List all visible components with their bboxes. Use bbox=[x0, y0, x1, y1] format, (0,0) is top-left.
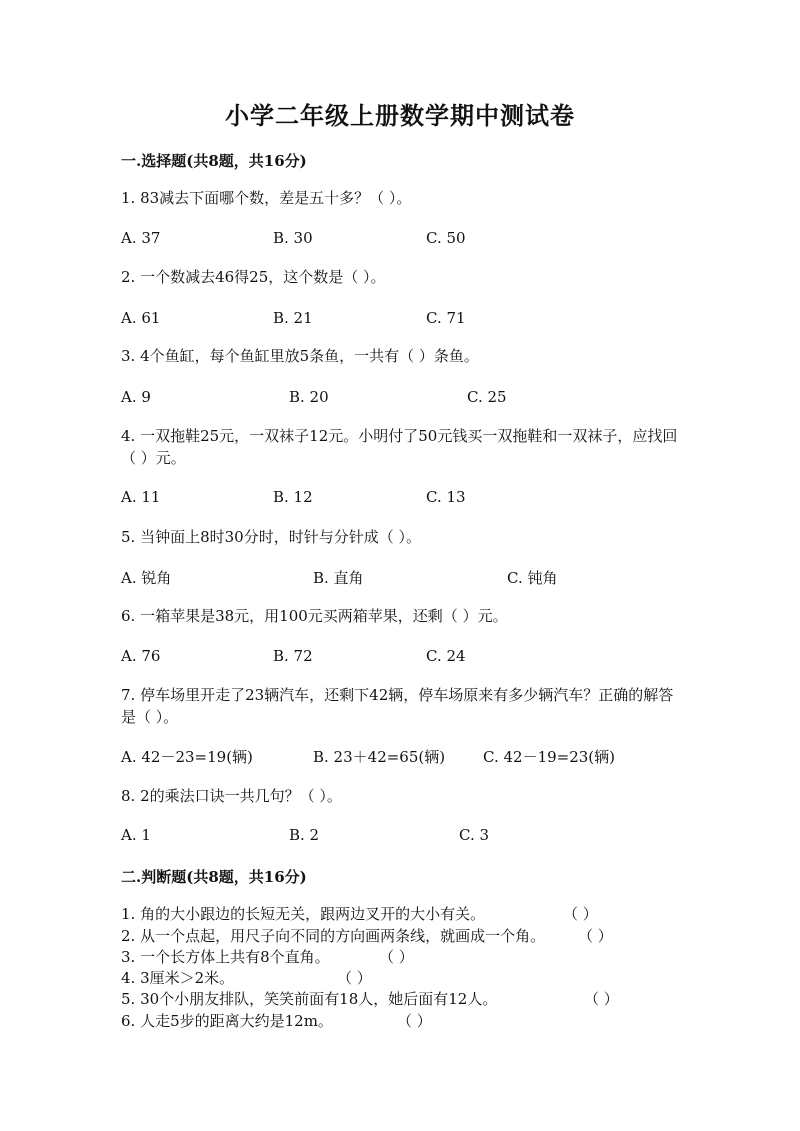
option-6b: B. 72 bbox=[273, 647, 313, 665]
option-4b: B. 12 bbox=[273, 488, 313, 506]
judgment-2: 2. 从一个点起，用尺子向不同的方向画两条线，就画成一个角。 bbox=[121, 927, 546, 945]
judgment-6-answer-blank[interactable]: （ ） bbox=[397, 1012, 432, 1030]
judgment-4-answer-blank[interactable]: （ ） bbox=[337, 969, 372, 987]
option-2b: B. 21 bbox=[273, 309, 313, 327]
question-5: 5. 当钟面上8时30分时，时针与分针成（ ）。 bbox=[121, 528, 421, 546]
question-2: 2. 一个数减去46得25，这个数是（ ）。 bbox=[121, 268, 386, 286]
section-heading-choice: 一.选择题(共8题，共16分) bbox=[121, 152, 307, 170]
question-1: 1. 83减去下面哪个数，差是五十多？（ ）。 bbox=[121, 189, 412, 207]
option-5a: A. 锐角 bbox=[121, 569, 172, 587]
exam-title: 小学二年级上册数学期中测试卷 bbox=[225, 101, 575, 130]
option-3c: C. 25 bbox=[467, 388, 507, 406]
option-7b: B. 23＋42=65(辆) bbox=[313, 748, 446, 766]
judgment-5-answer-blank[interactable]: （ ） bbox=[584, 990, 619, 1008]
judgment-4: 4. 3厘米＞2米。 bbox=[121, 969, 235, 987]
judgment-2-answer-blank[interactable]: （ ） bbox=[578, 927, 613, 945]
question-4: 4. 一双拖鞋25元，一双袜子12元。小明付了50元钱买一双拖鞋和一双袜子，应找回（ ）元。 bbox=[121, 427, 678, 467]
option-6a: A. 76 bbox=[121, 647, 161, 665]
judgment-6: 6. 人走5步的距离大约是12m。 bbox=[121, 1012, 333, 1030]
option-6c: C. 24 bbox=[426, 647, 466, 665]
question-7: 7. 停车场里开走了23辆汽车，还剩下42辆，停车场原来有多少辆汽车？正确的解答是（ ）。 bbox=[121, 686, 674, 726]
option-3b: B. 20 bbox=[289, 388, 329, 406]
option-8a: A. 1 bbox=[121, 826, 151, 844]
judgment-1-answer-blank[interactable]: （ ） bbox=[563, 905, 598, 923]
option-7a: A. 42－23=19(辆) bbox=[121, 748, 253, 766]
option-5b: B. 直角 bbox=[313, 569, 364, 587]
option-4a: A. 11 bbox=[121, 488, 161, 506]
judgment-3-answer-blank[interactable]: （ ） bbox=[379, 948, 414, 966]
option-8c: C. 3 bbox=[459, 826, 490, 844]
option-1a: A. 37 bbox=[121, 229, 161, 247]
judgment-3: 3. 一个长方体上共有8个直角。 bbox=[121, 948, 330, 966]
option-7c: C. 42－19=23(辆) bbox=[483, 748, 616, 766]
judgment-5: 5. 30个小朋友排队，笑笑前面有18人，她后面有12人。 bbox=[121, 990, 498, 1008]
option-2c: C. 71 bbox=[426, 309, 466, 327]
option-3a: A. 9 bbox=[121, 388, 151, 406]
option-1b: B. 30 bbox=[273, 229, 313, 247]
option-2a: A. 61 bbox=[121, 309, 161, 327]
option-1c: C. 50 bbox=[426, 229, 466, 247]
section-heading-judgment: 二.判断题(共8题，共16分) bbox=[121, 868, 307, 886]
question-6: 6. 一箱苹果是38元，用100元买两箱苹果，还剩（ ）元。 bbox=[121, 607, 508, 625]
option-4c: C. 13 bbox=[426, 488, 466, 506]
judgment-1: 1. 角的大小跟边的长短无关，跟两边叉开的大小有关。 bbox=[121, 905, 486, 923]
option-8b: B. 2 bbox=[289, 826, 320, 844]
question-8: 8. 2的乘法口诀一共几句？（ ）。 bbox=[121, 787, 342, 805]
question-3: 3. 4个鱼缸，每个鱼缸里放5条鱼，一共有（ ）条鱼。 bbox=[121, 347, 479, 365]
option-5c: C. 钝角 bbox=[507, 569, 558, 587]
